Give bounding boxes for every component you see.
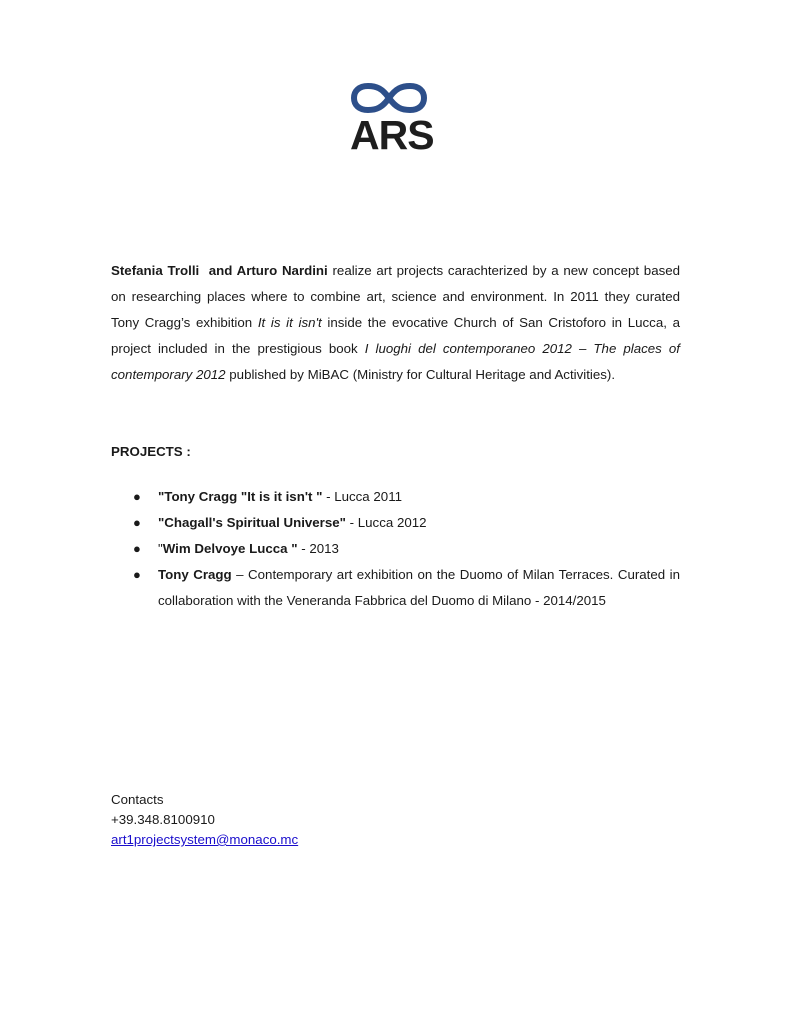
email-link[interactable]: art1projectsystem@monaco.mc [111, 832, 299, 847]
bullet-icon: ● [133, 515, 141, 530]
project-item-tony-cragg-milan [111, 562, 680, 614]
exhibition-title: It is it isn't [257, 315, 322, 330]
projects-list [111, 484, 680, 614]
project-item-chagall [111, 510, 680, 536]
logo-text: ARS [350, 112, 434, 158]
bullet-icon: ● [133, 567, 141, 582]
project-prefix: " [158, 541, 163, 556]
project-details: - 2013 [297, 541, 339, 556]
author-name-2: Arturo Nardini [236, 263, 328, 278]
project-title: Tony Cragg [158, 567, 232, 582]
project-details: - Lucca 2012 [345, 515, 427, 530]
project-item-wim-delvoye [111, 536, 680, 562]
project-title: "Chagall's Spiritual Universe" [158, 515, 346, 530]
project-title: Wim Delvoye Lucca " [162, 541, 298, 556]
infinity-icon [350, 82, 428, 114]
book-title: I luoghi del contemporaneo 2012 – The places of contemporary 2012 [111, 341, 680, 382]
project-details: - Lucca 2011 [322, 489, 402, 504]
contacts-block [111, 790, 298, 850]
projects-heading: PROJECTS : [111, 444, 191, 459]
project-title: "Tony Cragg "It is it isn't " [158, 489, 323, 504]
project-details: – Contemporary art exhibition on the Duomo of Milan Terraces. Curated in collaboration with the Veneranda Fabbrica del Duomo di Milano - 2014/2015 [158, 567, 680, 608]
author-conjunction: and [208, 263, 233, 278]
bullet-icon: ● [133, 489, 141, 504]
contacts-label: Contacts [111, 792, 164, 807]
phone-number: +39.348.8100910 [111, 812, 215, 827]
ars-logo [350, 82, 434, 158]
author-name-1: Stefania Trolli [111, 263, 200, 278]
intro-text-2: inside the evocative Church of San Cristoforo in Lucca, a project included in the prestigious book [111, 315, 680, 356]
bullet-icon: ● [133, 541, 141, 556]
intro-text-3: published by MiBAC (Ministry for Cultural Heritage and Activities). [225, 367, 616, 382]
intro-paragraph [111, 258, 680, 388]
intro-text-1: realize art projects carachterized by a new concept based on researching places where to combine art, science and environment. In 2011 they curated Tony Cragg’s exhibition [111, 263, 681, 330]
project-item-tony-cragg-lucca [111, 484, 680, 510]
